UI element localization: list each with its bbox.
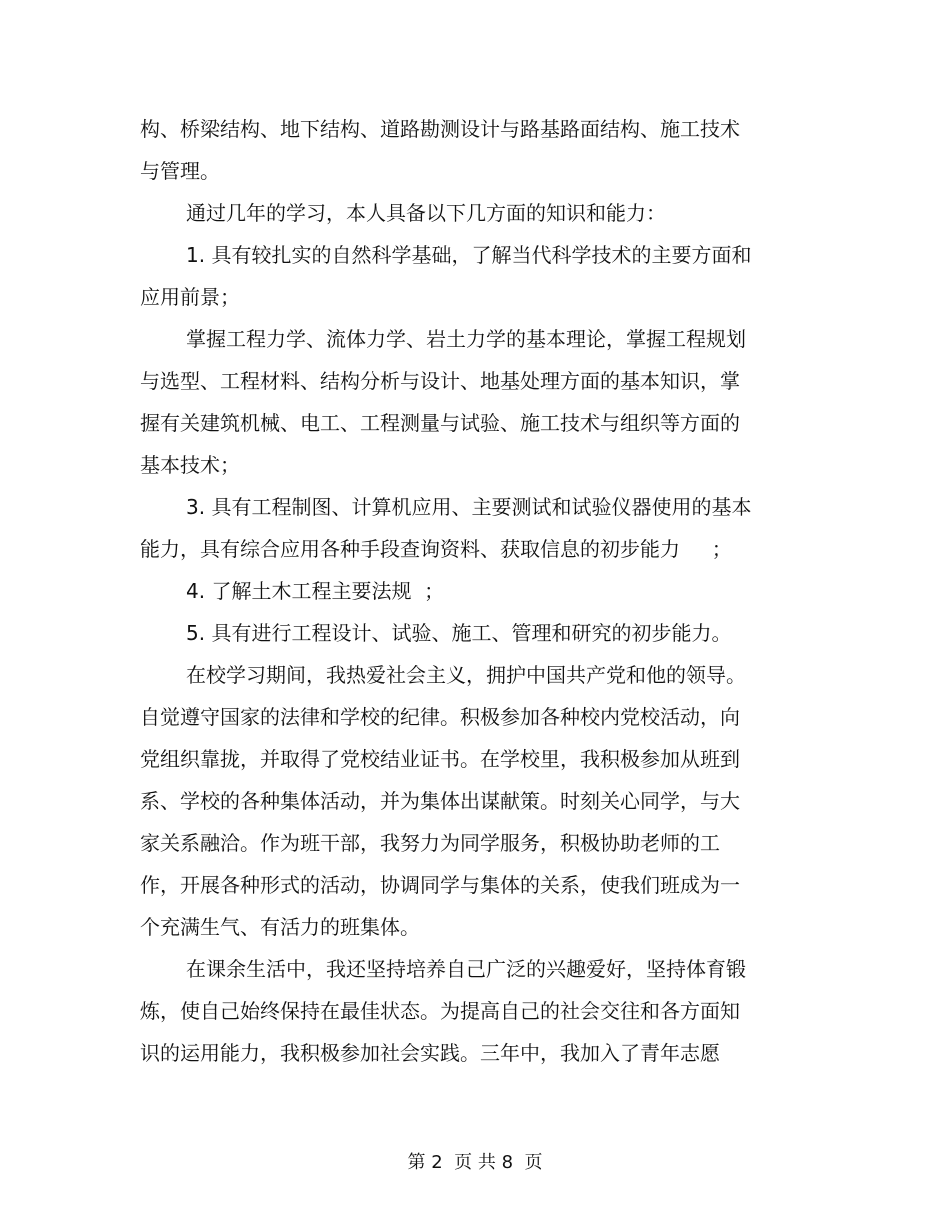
- text-line: 与管理。: [140, 159, 220, 183]
- text-line: 个充满生气、有活力的班集体。: [140, 915, 420, 939]
- text-line: 4. 了解土木工程主要法规 ；: [186, 579, 445, 603]
- text-line: 构、桥梁结构、地下结构、道路勘测设计与路基路面结构、施工技术: [140, 117, 740, 141]
- text-line: 基本技术；: [140, 453, 240, 477]
- text-line: 通过几年的学习，本人具备以下几方面的知识和能力：: [186, 201, 666, 225]
- text-line: 掌握工程力学、流体力学、岩土力学的基本理论，掌握工程规划: [186, 327, 746, 351]
- text-line: 应用前景；: [140, 285, 240, 309]
- text-line: 1. 具有较扎实的自然科学基础，了解当代科学技术的主要方面和: [186, 243, 752, 267]
- text-line: 3. 具有工程制图、计算机应用、主要测试和试验仪器使用的基本: [186, 495, 752, 519]
- text-line: 在校学习期间，我热爱社会主义，拥护中国共产党和他的领导。: [186, 663, 746, 687]
- document-body: [140, 108, 765, 1074]
- text-line: 在课余生活中，我还坚持培养自己广泛的兴趣爱好，坚持体育锻: [186, 957, 746, 981]
- text-line: 握有关建筑机械、电工、工程测量与试验、施工技术与组织等方面的: [140, 411, 740, 435]
- text-line: 与选型、工程材料、结构分析与设计、地基处理方面的基本知识，掌: [140, 369, 740, 393]
- text-line: 党组织靠拢，并取得了党校结业证书。在学校里，我积极参加从班到: [140, 747, 740, 771]
- text-line: 自觉遵守国家的法律和学校的纪律。积极参加各种校内党校活动，向: [140, 705, 740, 729]
- page-number-footer: 第 2 页 共 8 页: [407, 1152, 543, 1173]
- text-line: 系、学校的各种集体活动，并为集体出谋献策。时刻关心同学，与大: [140, 789, 740, 813]
- text-line: 5. 具有进行工程设计、试验、施工、管理和研究的初步能力。: [186, 621, 732, 645]
- text-line: 家关系融洽。作为班干部，我努力为同学服务，积极协助老师的工: [140, 831, 720, 855]
- text-line: 能力，具有综合应用各种手段查询资料、获取信息的初步能力 ；: [140, 537, 732, 561]
- text-line: 炼，使自己始终保持在最佳状态。为提高自己的社会交往和各方面知: [140, 999, 740, 1023]
- text-line: 作，开展各种形式的活动，协调同学与集体的关系，使我们班成为一: [140, 873, 740, 897]
- text-line: 识的运用能力，我积极参加社会实践。三年中，我加入了青年志愿: [140, 1041, 720, 1065]
